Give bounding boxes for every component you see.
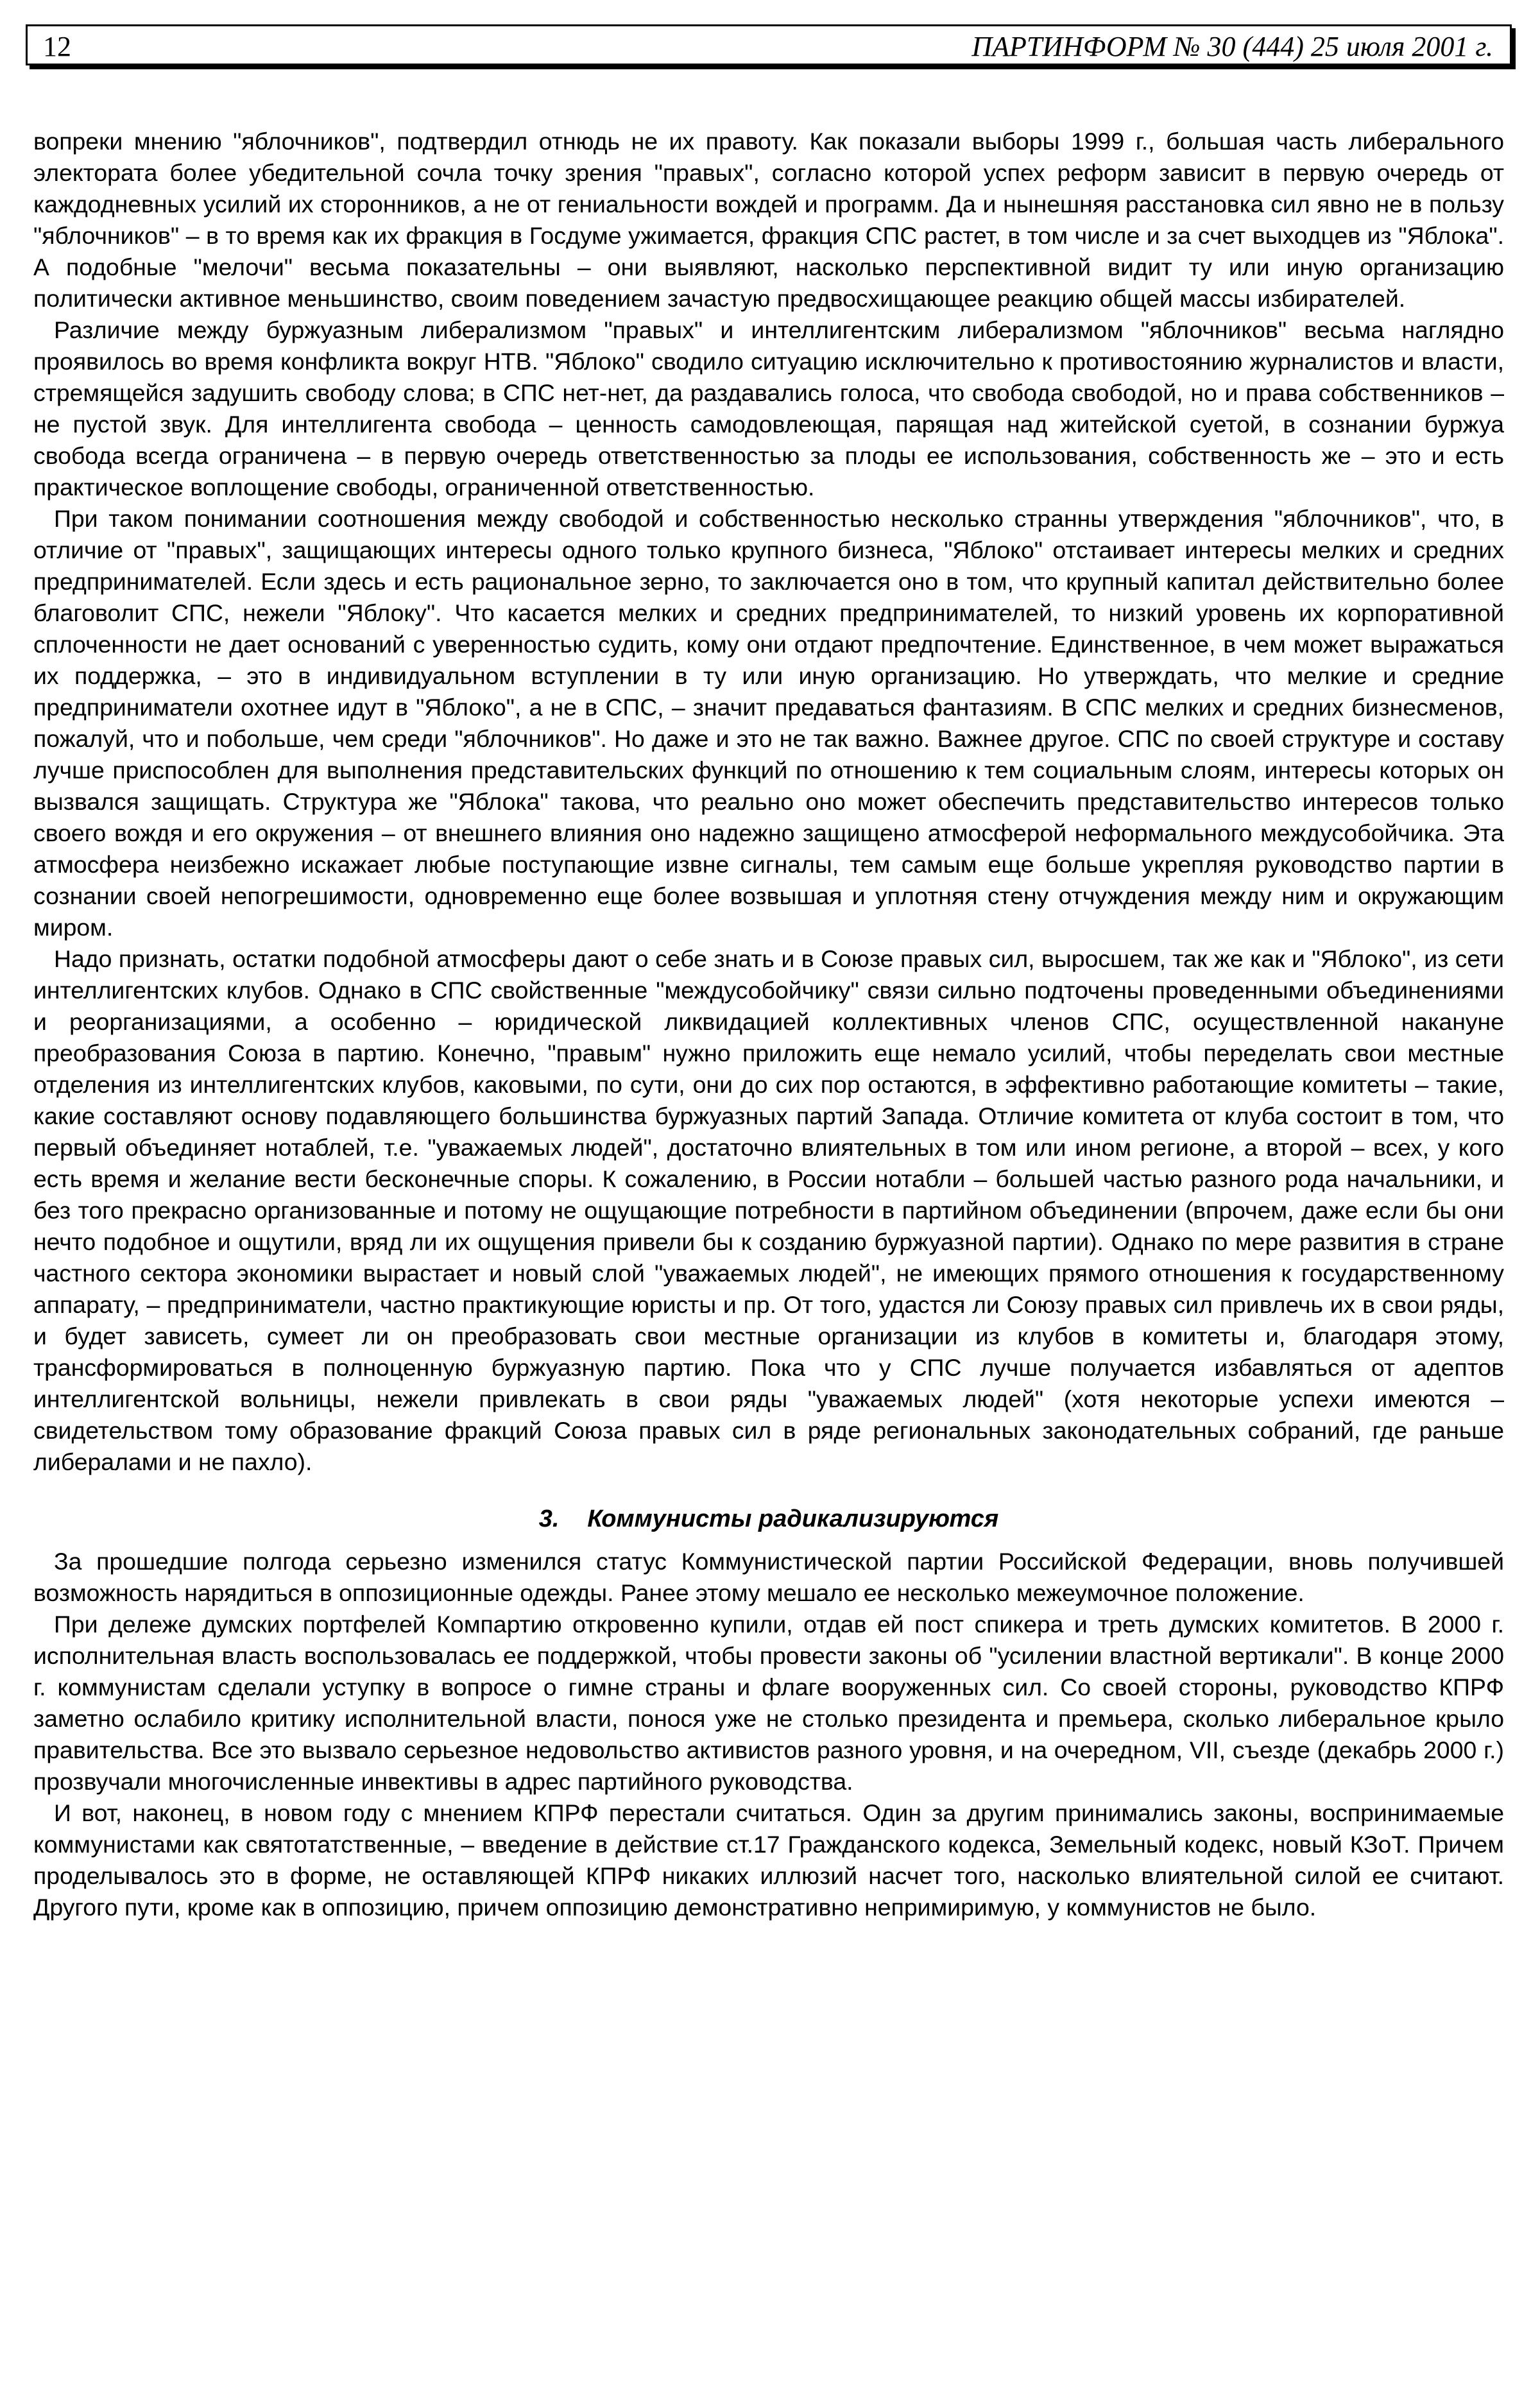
paragraph: И вот, наконец, в новом году с мнением КПРФ перестали считаться. Один за другим принимались законы, воспринимаемые коммунистами как святотатственные, – введение в действие ст.17 Гражданского кодекса, Земельный кодекс, новый КЗоТ. Причем проделывалось это в форме, не оставляющей КПРФ никаких иллюзий насчет того, насколько влиятельной силой ее считают. Другого пути, кроме как в оппозицию, причем оппозицию демонстративно непримиримую, у коммунистов не было. <box>33 1799 1504 1921</box>
section-number: 3. <box>538 1505 560 1532</box>
page-header <box>26 24 1512 65</box>
paragraph: При таком понимании соотношения между свободой и собственностью несколько странны утверждения "яблочников", что, в отличие от "правых", защищающих интересы одного только крупного бизнеса, "Яблоко" отстаивает интересы мелких и средних предпринимателей. Если здесь и есть рациональное зерно, то заключается оно в том, что крупный капитал действительно более благоволит СПС, нежели "Яблоку". Что касается мелких и средних предпринимателей, то низкий уровень их корпоративной сплоченности не дает оснований с уверенностью судить, кому они отдают предпочтение. Единственное, в чем может выражаться их поддержка, – это в индивидуальном вступлении в ту или иную организацию. Но утверждать, что мелкие и средние предприниматели охотнее идут в "Яблоко", а не в СПС, – значит предаваться фантазиям. В СПС мелких и средних бизнесменов, пожалуй, что и побольше, чем среди "яблочников". Но даже и это не так важно. Важнее другое. СПС по своей структуре и составу лучше приспособлен для выполнения представительских функций по отношению к тем социальным слоям, интересы которых он вызвался защищать. Структура же "Яблока" такова, что реально оно может обеспечить представительство интересов только своего вождя и его окружения – от внешнего влияния оно надежно защищено атмосферой неформального междусобойчика. Эта атмосфера неизбежно искажает любые поступающие извне сигналы, тем самым еще больше укрепляя руководство партии в сознании своей непогрешимости, одновременно еще более возвышая и уплотняя стену отчуждения между ним и окружающим миром. <box>33 505 1504 941</box>
paragraph: Надо признать, остатки подобной атмосферы дают о себе знать и в Союзе правых сил, выросшем, так же как и "Яблоко", из сети интеллигентских клубов. Однако в СПС свойственные "междусобойчику" связи сильно подточены проведенными объединениями и реорганизациями, а особенно – юридической ликвидацией коллективных членов СПС, осуществленной накануне преобразования Союза в партию. Конечно, "правым" нужно приложить еще немало усилий, чтобы переделать свои местные отделения из интеллигентских клубов, каковыми, по сути, они до сих пор остаются, в эффективно работающие комитеты – такие, какие составляют основу подавляющего большинства буржуазных партий Запада. Отличие комитета от клуба состоит в том, что первый объединяет нотаблей, т.е. "уважаемых людей", достаточно влиятельных в том или ином регионе, а второй – всех, у кого есть время и желание вести бесконечные споры. К сожалению, в России нотабли – большей частью разного рода начальники, и без того прекрасно организованные и потому не ощущающие потребности в партийном объединении (впрочем, даже если бы они нечто подобное и ощутили, вряд ли их ощущения привели бы к созданию буржуазной партии). Однако по мере развития в стране частного сектора экономики вырастает и новый слой "уважаемых людей", не имеющих прямого отношения к государственному аппарату, – предприниматели, частно практикующие юристы и пр. От того, удастся ли Союзу правых сил привлечь их в свои ряды, и будет зависеть, сумеет ли он преобразовать свои местные организации из клубов в комитеты и, благодаря этому, трансформироваться в полноценную буржуазную партию. Пока что у СПС лучше получается избавляться от адептов интеллигентской вольницы, нежели привлекать в свои ряды "уважаемых людей" (хотя некоторые успехи имеются – свидетельством тому образование фракций Союза правых сил в ряде региональных законодательных собраний, где раньше либералами и не пахло). <box>33 945 1504 1475</box>
paragraph: вопреки мнению "яблочников", подтвердил отнюдь не их правоту. Как показали выборы 1999 г., большая часть либерального электората более убедительной сочла точку зрения "правых", согласно которой успех реформ зависит в первую очередь от каждодневных усилий их сторонников, а не от гениальности вождей и программ. Да и нынешняя расстановка сил явно не в пользу "яблочников" – в то время как их фракция в Госдуме ужимается, фракция СПС растет, в том числе и за счет выходцев из "Яблока". А подобные "мелочи" весьма показательны – они выявляют, насколько перспективной видит ту или иную организацию политически активное меньшинство, своим поведением зачастую предвосхищающее реакцию общей массы избирателей. <box>33 128 1504 312</box>
paragraph: Различие между буржуазным либерализмом "правых" и интеллигентским либерализмом "яблочников" весьма наглядно проявилось во время конфликта вокруг НТВ. "Яблоко" сводило ситуацию исключительно к противостоянию журналистов и власти, стремящейся задушить свободу слова; в СПС нет-нет, да раздавались голоса, что свобода свободой, но и права собственников – не пустой звук. Для интеллигента свобода – ценность самодовлеющая, парящая над житейской суетой, в сознании буржуа свобода всегда ограничена – в первую очередь ответственностью за плоды ее использования, собственность же – это и есть практическое воплощение свободы, ограниченной ответственностью. <box>33 316 1504 501</box>
section-title: Коммунисты радикализируются <box>587 1505 999 1532</box>
publication-title: ПАРТИНФОРМ № 30 (444) 25 июля 2001 г. <box>971 31 1493 62</box>
paragraph: За прошедшие полгода серьезно изменился статус Коммунистической партии Российской Федерации, вновь получившей возможность нарядиться в оппозиционные одежды. Ранее этому мешало ее несколько межеумочное положение. <box>33 1548 1504 1606</box>
article-body <box>33 126 1504 1923</box>
paragraph: При дележе думских портфелей Компартию откровенно купили, отдав ей пост спикера и треть думских комитетов. В 2000 г. исполнительная власть воспользовалась ее поддержкой, чтобы провести законы об "усилении властной вертикали". В конце 2000 г. коммунистам сделали уступку в вопросе о гимне страны и флаге вооруженных сил. Со своей стороны, руководство КПРФ заметно ослабило критику исполнительной власти, понося уже не столько президента и премьера, сколько либеральное крыло правительства. Все это вызвало серьезное недовольство активистов разного уровня, и на очередном, VII, съезде (декабрь 2000 г.) прозвучали многочисленные инвективы в адрес партийного руководства. <box>33 1611 1504 1795</box>
page-number: 12 <box>43 31 71 62</box>
section-heading <box>33 1504 1504 1534</box>
